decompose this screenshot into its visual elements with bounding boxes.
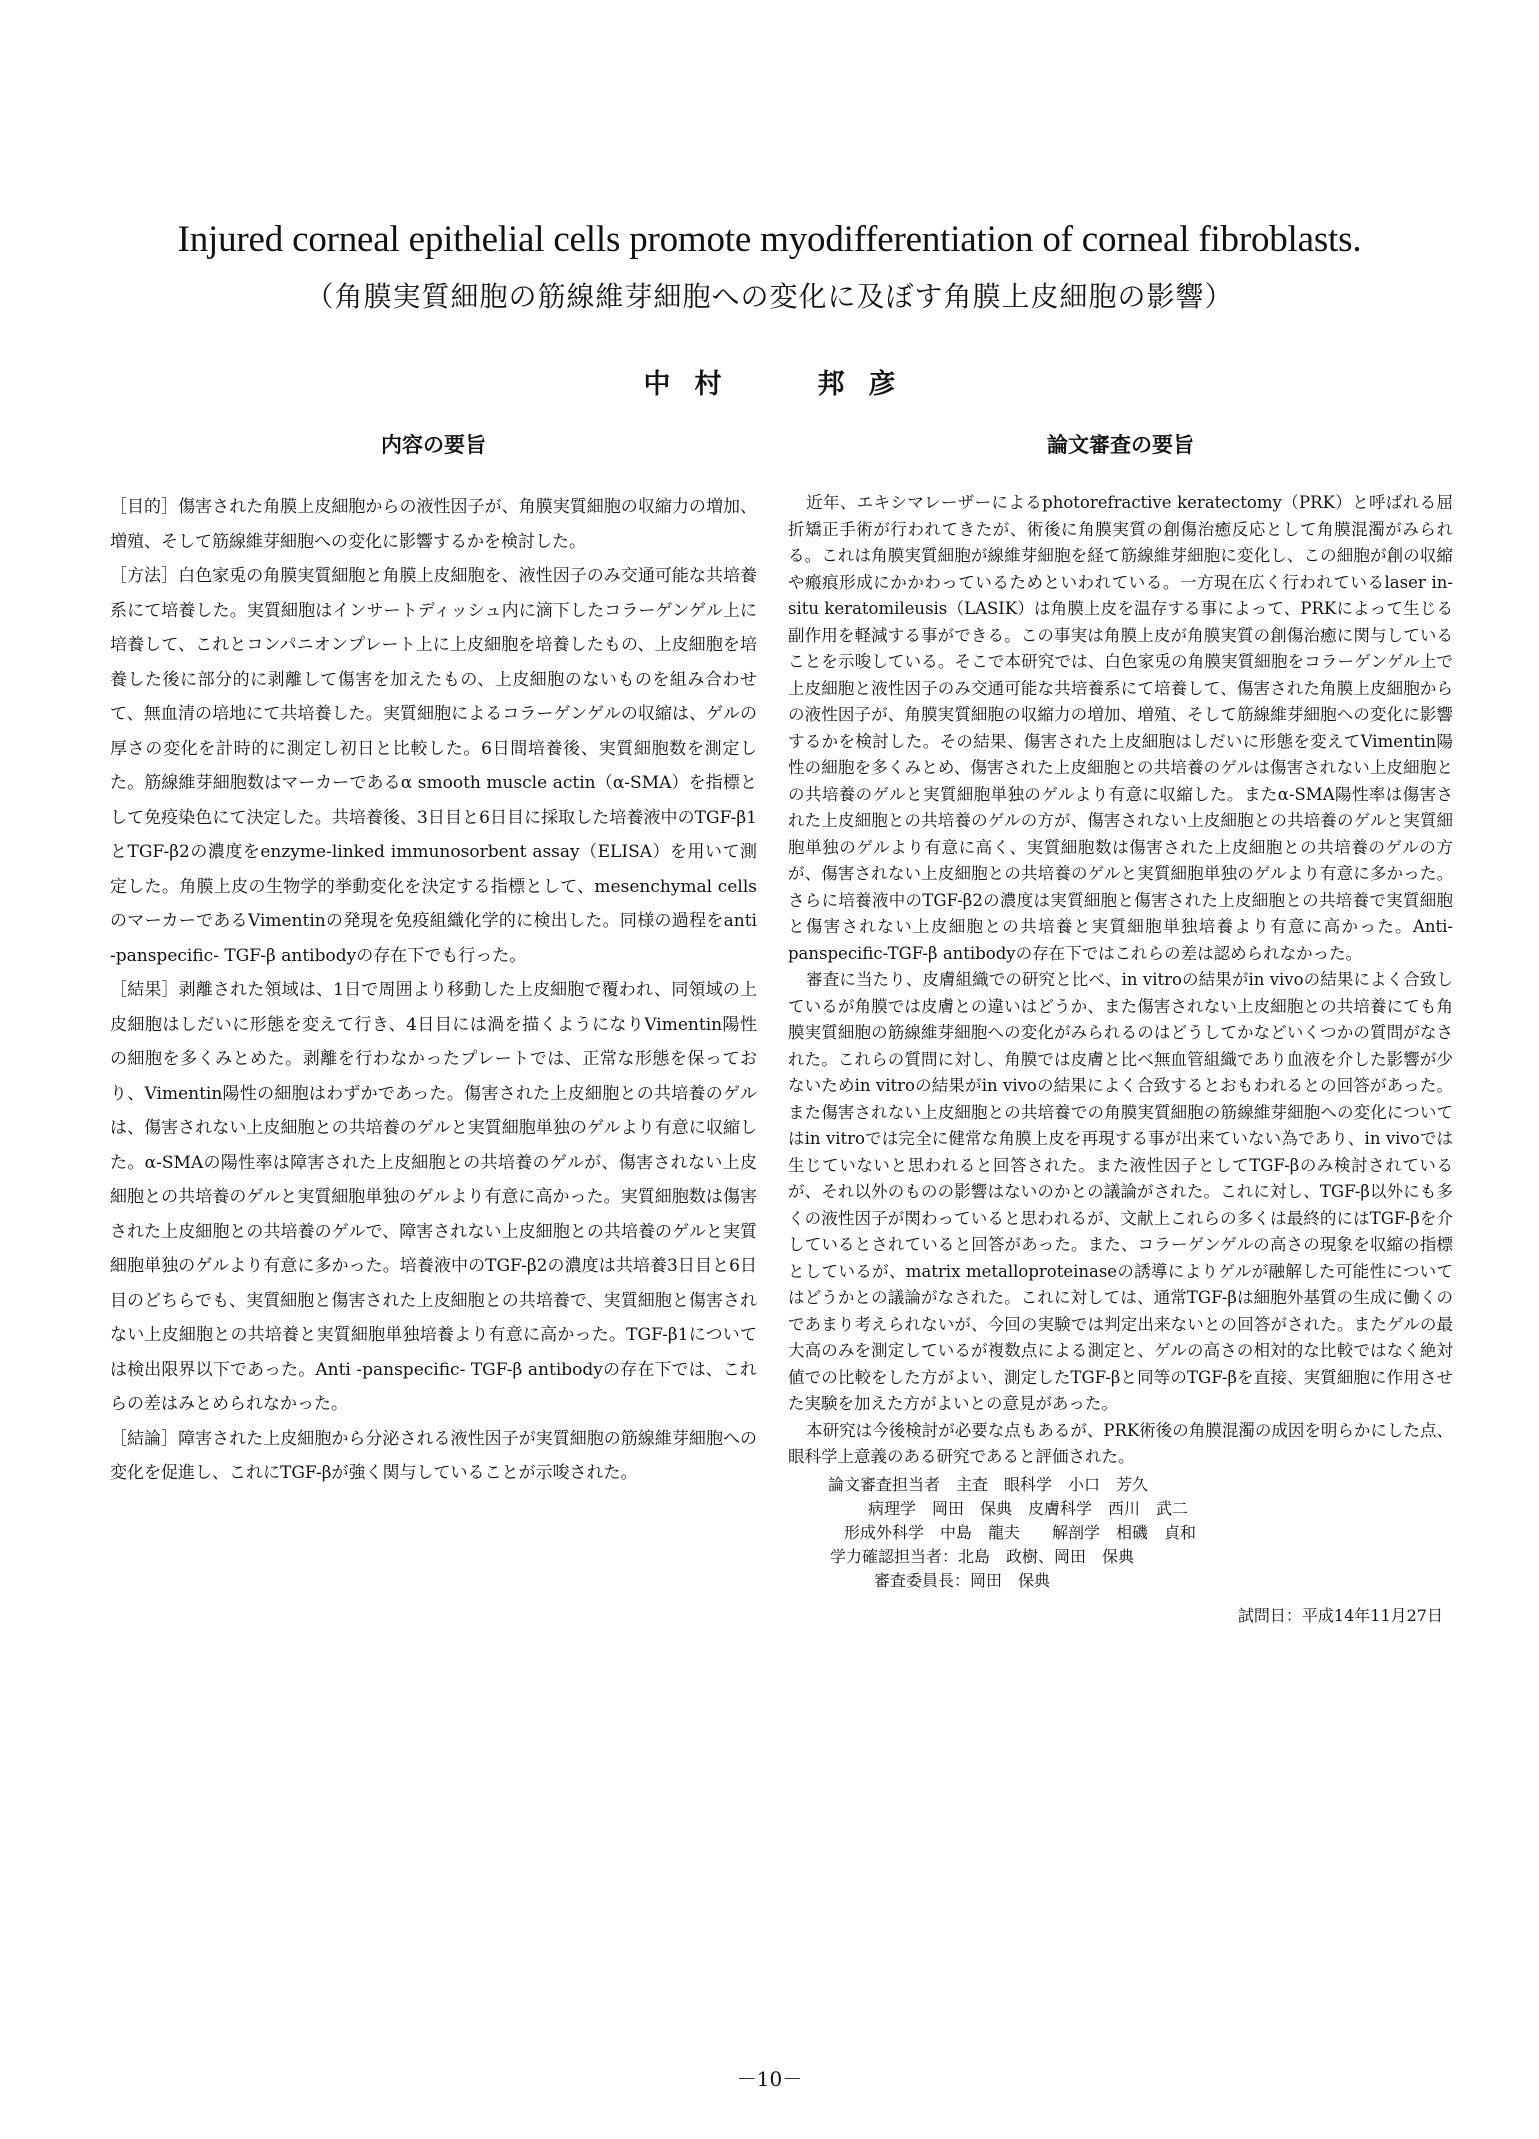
reviewer-row: 形成外科学 中島 龍夫 解剖学 相磯 貞和 bbox=[844, 1522, 1197, 1542]
reviewer-row: 病理学 岡田 保典 皮膚科学 西川 武二 bbox=[868, 1498, 1189, 1518]
summary-purpose: ［目的］傷害された角膜上皮細胞からの液性因子が、角膜実質細胞の収縮力の増加、増殖、そして筋線維芽細胞への変化に影響するかを検討した。 bbox=[110, 497, 757, 552]
review-discussion: 審査に当たり、皮膚組織での研究と比べ、in vitroの結果がin vivoの結果によく合致しているが角膜では皮膚との違いはどうか、また傷害されない上皮細胞との共培養にても角膜実質細胞の筋線維芽細胞への変化がみられるのはどうしてかなどいくつかの質問がなされた。これらの質問に対し、角膜では皮膚と比べ無血管組織であり血液を介した影響が少ないためin vitroの結果がin vivoの結果によく合致するとおもわれるとの回答があった。また傷害されない上皮細胞との共培養での角膜実質細胞の筋線維芽細胞への変化についてはin vitroでは完全に健常な角膜上皮を再現する事が出来ていない為であり、in vivoでは生じていないと思われると回答された。また液性因子としてTGF-βのみ検討されているが、それ以外のものの影響はないのかとの議論がされた。これに対し、TGF-β以外にも多くの液性因子が関わっていると思われるが、文献上これらの多くは最終的にはTGF-βを介しているとされていると回答があった。また、コラーゲンゲルの高さの現象を収縮の指標としているが、matrix metalloproteinaseの誘導によりゲルが融解した可能性についてはどうかとの議論がなされた。これに対しては、通常TGF-βは細胞外基質の生成に働くのであまり考えられないが、今回の実験では判定出来ないとの回答がされた。またゲルの最大高のみを測定しているが複数点による測定と、ゲルの高さの相対的な比較ではなく絶対値での比較をした方がよい、測定したTGF-βと同等のTGF-βを直接、実質細胞に作用させた実験を加えた方がよいとの意見があった。 bbox=[788, 970, 1453, 1413]
reviewer-row: 審査委員長：岡田 保典 bbox=[874, 1570, 1051, 1590]
author-surname-char-2: 村 bbox=[694, 369, 722, 400]
review-background: 近年、エキシマレーザーによるphotorefractive keratectomy（PRK）と呼ばれる屈折矯正手術が行われてきたが、術後に角膜実質の創傷治癒反応として角膜混濁がみられる。これは角膜実質細胞が線維芽細胞を経て筋線維芽細胞に変化し、この細胞が創の収縮や瘢痕形成にかかわっているためといわれている。一方現在広く行われているlaser in-situ keratomileusis（LASIK）は角膜上皮を温存する事によって、PRKによって生じる副作用を軽減する事ができる。この事実は角膜上皮が角膜実質の創傷治癒に関与していることを示唆している。そこで本研究では、白色家兎の角膜実質細胞をコラーゲンゲル上で上皮細胞と液性因子のみ交通可能な共培養系にて培養して、傷害された角膜上皮細胞からの液性因子が、角膜実質細胞の収縮力の増加、増殖、そして筋線維芽細胞への変化に影響するかを検討した。その結果、傷害された上皮細胞はしだいに形態を変えてVimentin陽性の細胞を多くみとめ、傷害された上皮細胞との共培養のゲルは傷害されない上皮細胞との共培養のゲルと実質細胞単独のゲルより有意に収縮した。またα-SMA陽性率は傷害された上皮細胞との共培養のゲルの方が、傷害されない上皮細胞との共培養のゲルと実質細胞単独のゲルより有意に高く、実質細胞数は傷害された上皮細胞との共培養のゲルの方が、傷害されない上皮細胞との共培養のゲルと実質細胞単独のゲルより有意に多かった。さらに培養液中のTGF-β2の濃度は実質細胞と傷害された上皮細胞との共培養で実質細胞と傷害されない上皮細胞との共培養と実質細胞単独培養より有意に高かった。Anti-panspecific-TGF-β antibodyの存在下ではこれらの差は認められなかった。 bbox=[788, 493, 1454, 963]
summary-methods: ［方法］白色家兎の角膜実質細胞と角膜上皮細胞を、液性因子のみ交通可能な共培養系にて培養した。実質細胞はインサートディッシュ内に滴下したコラーゲンゲル上に培養して、これとコンパニオンプレート上に上皮細胞を培養したもの、上皮細胞を培養した後に部分的に剥離して傷害を加えたもの、上皮細胞のないものを組み合わせて、無血清の培地にて共培養した。実質細胞によるコラーゲンゲルの収縮は、ゲルの厚さの変化を計時的に測定し初日と比較した。6日間培養後、実質細胞数を測定した。筋線維芽細胞数はマーカーであるα smooth muscle actin（α-SMA）を指標として免疫染色にて決定した。共培養後、3日目と6日目に採取した培養液中のTGF-β1とTGF-β2の濃度をenzyme-linked immunosorbent assay（ELISA）を用いて測定した。角膜上皮の生物学的挙動変化を決定する指標として、mesenchymal cellsのマーカーであるVimentinの発現を免疫組織化学的に検出した。同様の過程をanti -panspecific- TGF-β antibodyの存在下でも行った。 bbox=[110, 566, 757, 966]
summary-heading: 内容の要旨 bbox=[381, 433, 486, 457]
author-name bbox=[0, 362, 1539, 401]
document-title-english: Injured corneal epithelial cells promote myodifferentiation of corneal fibroblasts. bbox=[177, 219, 1362, 260]
reviewers-list bbox=[788, 1473, 1453, 1593]
review-evaluation: 本研究は今後検討が必要な点もあるが、PRK術後の角膜混濁の成因を明らかにした点、眼科学上意義のある研究であると評価された。 bbox=[788, 1420, 1453, 1466]
review-column bbox=[788, 430, 1453, 1626]
review-heading: 論文審査の要旨 bbox=[1047, 433, 1194, 457]
author-given-char-2: 彦 bbox=[868, 369, 896, 400]
summary-results: ［結果］剥離された領域は、1日で周囲より移動した上皮細胞で覆われ、同領域の上皮細胞はしだいに形態を変えて行き、4日目には渦を描くようになりVimentin陽性の細胞を多くみとめた。剥離を行わなかったプレートでは、正常な形態を保っており、Vimentin陽性の細胞はわずかであった。傷害された上皮細胞との共培養のゲルは、傷害されない上皮細胞との共培養のゲルと実質細胞単独のゲルより有意に収縮した。α-SMAの陽性率は障害された上皮細胞との共培養のゲルが、傷害されない上皮細胞との共培養のゲルと実質細胞単独のゲルより有意に高かった。実質細胞数は傷害された上皮細胞との共培養のゲルで、障害されない上皮細胞との共培養のゲルと実質細胞単独のゲルより有意に多かった。培養液中のTGF-β2の濃度は共培養3日目と6日目のどちらでも、実質細胞と傷害された上皮細胞との共培養で、実質細胞と傷害されない上皮細胞との共培養と実質細胞単独培養より有意に高かった。TGF-β1については検出限界以下であった。Anti -panspecific- TGF-β antibodyの存在下では、これらの差はみとめられなかった。 bbox=[110, 980, 757, 1414]
summary-conclusion: ［結論］障害された上皮細胞から分泌される液性因子が実質細胞の筋線維芽細胞への変化を促進し、これにTGF-βが強く関与していることが示唆された。 bbox=[110, 1428, 757, 1483]
document-title-japanese: （角膜実質細胞の筋線維芽細胞への変化に及ぼす角膜上皮細胞の影響） bbox=[305, 280, 1234, 313]
author-surname-char-1: 中 bbox=[643, 369, 671, 400]
author-given-char-1: 邦 bbox=[817, 369, 845, 400]
reviewer-row: 論文審査担当者 主査 眼科学 小口 芳久 bbox=[828, 1474, 1149, 1494]
reviewer-row: 学力確認担当者：北島 政樹、岡田 保典 bbox=[830, 1546, 1135, 1566]
summary-column bbox=[110, 430, 757, 1491]
exam-date: 試問日：平成14年11月27日 bbox=[1237, 1605, 1443, 1625]
page-number: －10－ bbox=[736, 2067, 803, 2091]
